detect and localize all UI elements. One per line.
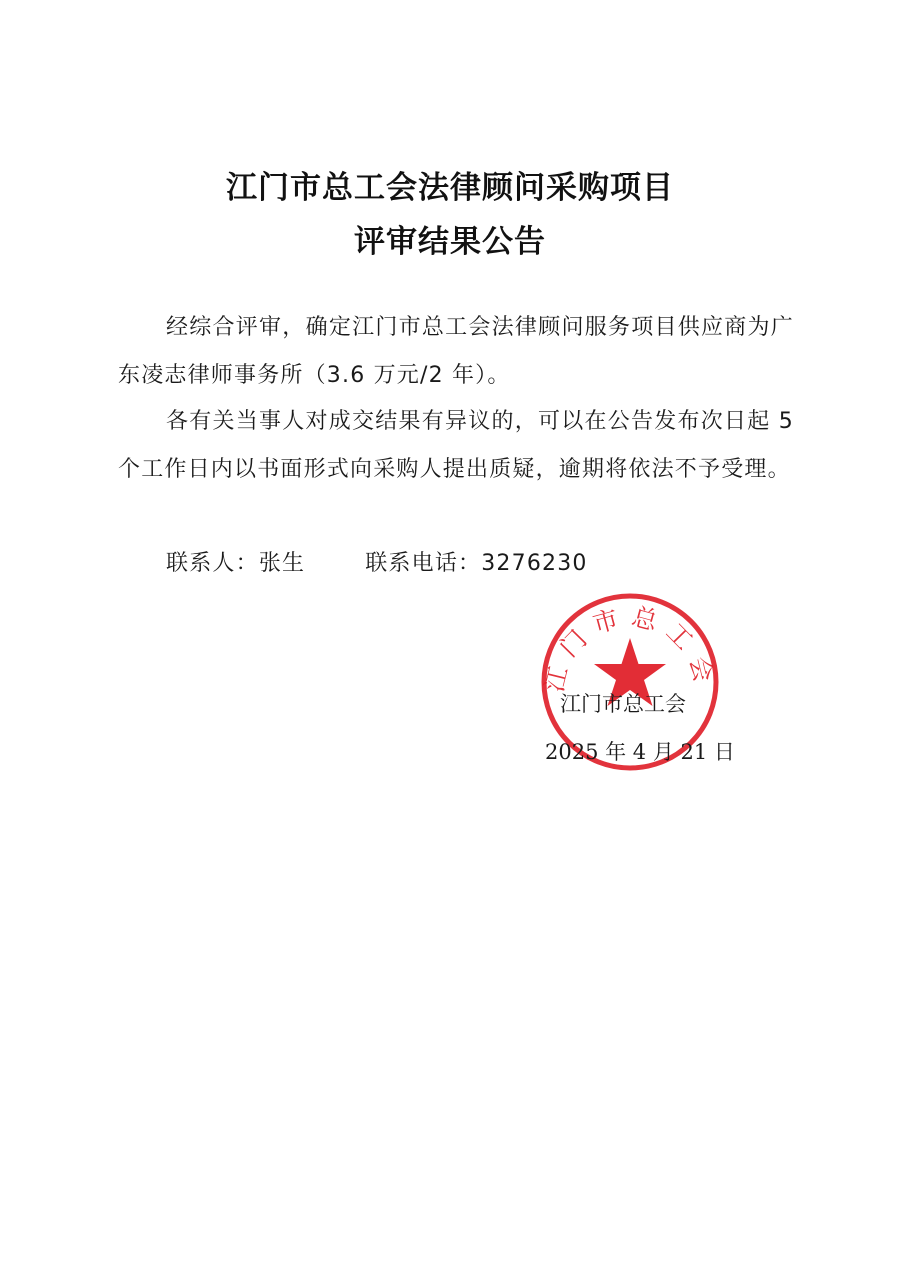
contact-phone-label: 联系电话： [365, 551, 482, 576]
signature-organization: 江门市总工会 [560, 692, 686, 716]
paragraph-objection: 各有关当事人对成交结果有异议的，可以在公告发布次日起 5 个工作日内以书面形式向采购人提出质疑，逾期将依法不予受理。 [118, 409, 794, 482]
document-title-line1: 江门市总工会法律顾问采购项目 [226, 170, 674, 206]
signature-date: 2025 年 4 月 21 日 [545, 740, 735, 764]
contact-person: 张生 [258, 551, 306, 576]
contact-line [166, 540, 588, 587]
contact-phone: 3276230 [481, 551, 588, 576]
document-title-line2: 评审结果公告 [354, 224, 546, 260]
paragraph-award: 经综合评审，确定江门市总工会法律顾问服务项目供应商为广东凌志律师事务所（3.6 万元/2 年）。 [118, 315, 794, 388]
svg-text:江门市总工会: 江门市总工会 [539, 601, 721, 695]
contact-person-label: 联系人： [166, 551, 259, 576]
